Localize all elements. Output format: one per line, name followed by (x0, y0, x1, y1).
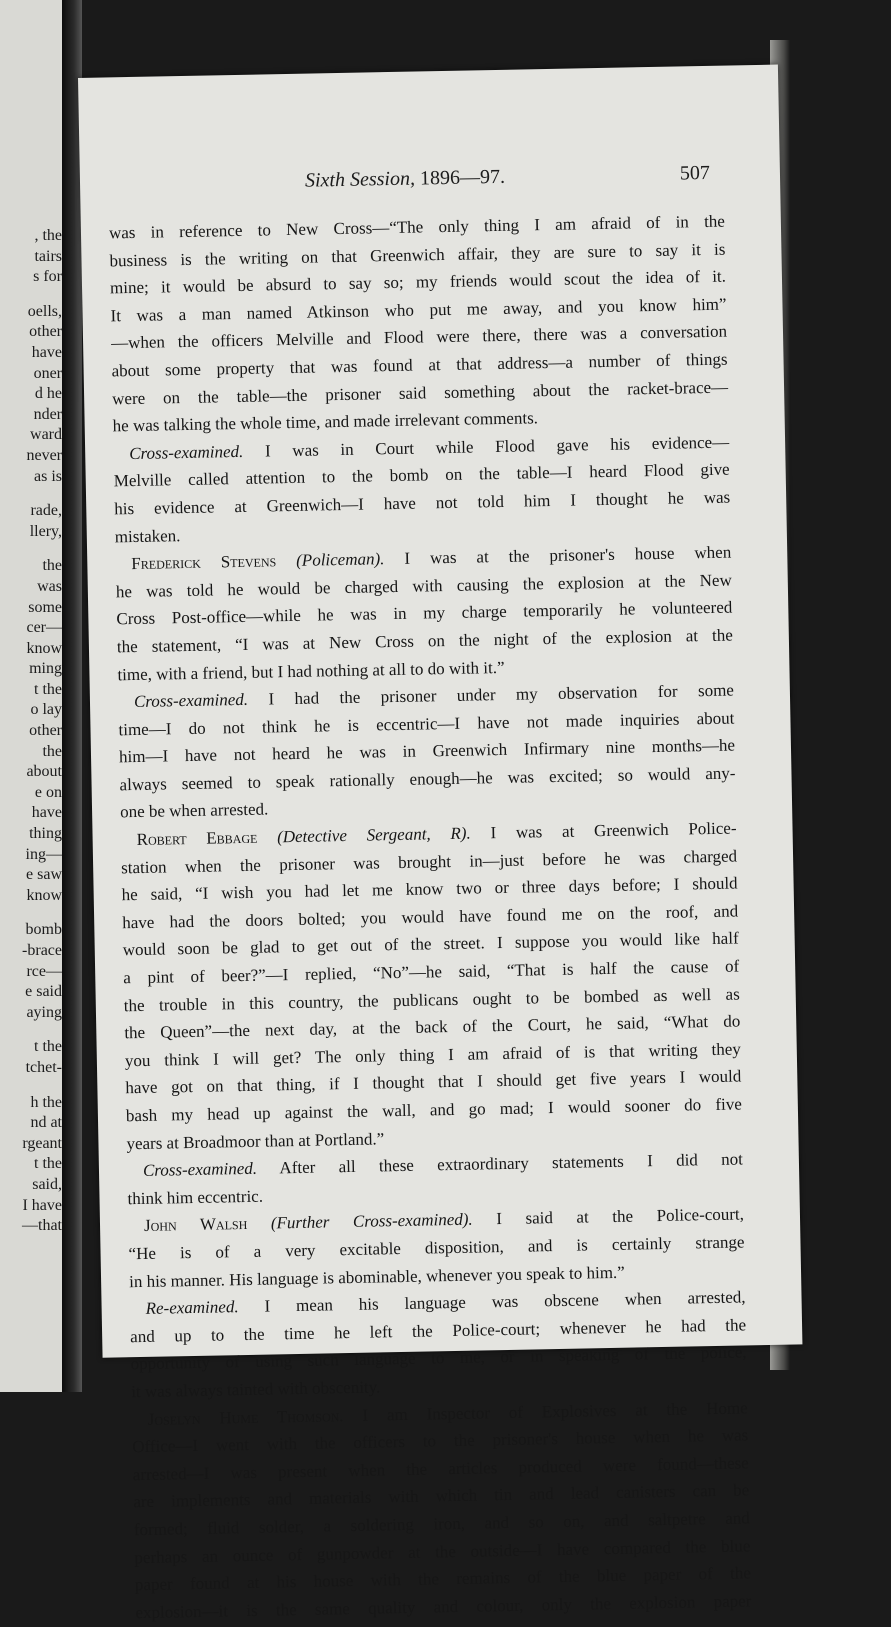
line-text: and up to the time he left the Police-court; whenever he had the (129, 1315, 747, 1346)
line-text: his evidence at Greenwich—I have not told him I thought he was (114, 487, 731, 519)
line-text: have had the doors bolted; you would have found me on the roof, and (122, 901, 739, 933)
line-text: think him eccentric. (127, 1186, 264, 1209)
line-text: I mean his language was obscene when arrested, (238, 1287, 746, 1317)
previous-page-line: d he (34, 385, 62, 403)
examination-label: Re-examined. (145, 1297, 239, 1319)
line-text: him—I have not heard he was in Greenwich Infirmary nine months—he (118, 735, 736, 767)
previous-page-line: other (29, 722, 62, 740)
line-text: I was at the prisoner's house when (384, 542, 732, 569)
line-text: arrested—I was present when the articles produced were found—these (132, 1453, 749, 1484)
previous-page-line: -brace (22, 942, 62, 959)
previous-page-line: e said (25, 983, 62, 1001)
previous-page-line (0, 542, 64, 556)
previous-page-line: the (42, 557, 62, 575)
previous-page-line: I have (22, 1196, 62, 1214)
previous-page-line: o lay (30, 701, 62, 719)
speaker-name: John Walsh (143, 1214, 248, 1236)
line-text: It was a man named Atkinson who put me away, and you know him” (110, 294, 727, 326)
line-text: was in reference to New Cross—“The only thing I am afraid of in the (108, 211, 726, 243)
previous-page-line (0, 906, 64, 920)
line-text: he was talking the whole time, and made irrelevant comments. (112, 408, 539, 436)
previous-page-line: have (31, 343, 62, 361)
previous-page-line: —that (22, 1217, 62, 1235)
line-text: mistaken. (114, 525, 181, 546)
line-text: about some property that was found at that address—a number of things (111, 349, 728, 381)
line-text: you think I will get? The only thing I am afraid of is that writing they (124, 1039, 741, 1071)
previous-page-line: some (28, 598, 62, 616)
line-text: one be when arrested. (119, 799, 269, 822)
line-text: perhaps an ounce of gunpowder at the outside—I have compared the blue (134, 1535, 751, 1567)
previous-page-line: thing (29, 825, 62, 843)
line-text: have got on that thing, if I thought that I should get five years I would (125, 1066, 742, 1098)
line-text: I said at the Police-court, (472, 1204, 745, 1230)
line-text: the trouble in this country, the publicans ought to be bombed as well as (123, 984, 740, 1015)
previous-page-line: never (26, 446, 62, 464)
previous-page-line: nd at (30, 1114, 62, 1132)
previous-page-line: cer— (26, 619, 62, 637)
line-text: I am Inspector of Explosives at the Home (343, 1397, 748, 1425)
line-text: mine; it would be absurd to say so; my friends would scout the idea of it. (109, 266, 727, 298)
previous-page-line: was (37, 577, 62, 595)
previous-page-line: ing— (25, 845, 62, 863)
examination-label: Cross-examined. (133, 689, 249, 712)
previous-page-line: nder (33, 405, 62, 423)
line-text: I was at Greenwich Police- (470, 818, 737, 843)
previous-page-line: t the (34, 1038, 62, 1056)
line-text: station when the prisoner was brought in—just before he was charged (120, 846, 738, 877)
previous-page-line (0, 1079, 64, 1093)
previous-page-line: have (31, 804, 62, 822)
line-text: paper found at his house with the remains of the blue paper of the (134, 1563, 752, 1595)
current-page (78, 65, 802, 1622)
line-text: Cross Post-office—while he was in my charge temporarily he volunteered (116, 597, 733, 629)
line-text: time—I do not think he is eccentric—I have not made inquiries about (118, 708, 735, 740)
line-text: Office—I went with the officers to the prisoner's house when he was (132, 1425, 749, 1457)
speaker-name: Joselyn Hume Thomson. (147, 1405, 344, 1429)
previous-page-line: about (26, 763, 62, 781)
line-text: I was in Court while Flood gave his evidence— (243, 432, 730, 461)
speaker-role: (Detective Sergeant, R). (257, 823, 471, 847)
previous-page-line: ming (29, 660, 62, 678)
line-text: “He is of a very excitable disposition, and is certainly strange (128, 1232, 745, 1264)
line-text: a pint of beer?”—I replied, “No”—he said, “That is half the cause of (123, 956, 740, 988)
running-head (305, 166, 505, 193)
line-text: he was told he would be charged with causing the explosion at the New (115, 570, 732, 602)
previous-page-line: tairs (34, 247, 62, 265)
previous-page-line: e on (34, 783, 62, 801)
examination-label: Cross-examined. (142, 1158, 258, 1181)
previous-page-line: said, (32, 1175, 62, 1193)
line-text: are implements and materials with which tin and lead canisters can be (133, 1480, 750, 1512)
previous-page-line: ward (30, 426, 62, 444)
previous-page-line: s for (33, 268, 62, 286)
examination-label: Cross-examined. (129, 441, 244, 463)
book-gutter (62, 0, 82, 1392)
page-body-text (109, 208, 752, 1627)
running-head-session: Sixth Session, (304, 167, 416, 192)
line-text: in his manner. His language is abominable, whenever you speak to him.” (128, 1262, 625, 1291)
previous-page-line: know (26, 639, 62, 657)
previous-page-line: t the (34, 1155, 62, 1173)
previous-page-line: llery, (29, 522, 62, 540)
line-text: formed; fluid solder, a soldering iron, and so on, and saltpetre and (133, 1508, 750, 1540)
line-text: it was always tainted with obscenity. (131, 1377, 381, 1402)
line-text: Melville called attention to the bomb on the table—I heard Flood give (113, 459, 730, 491)
previous-page-line: h the (30, 1093, 62, 1111)
line-text: —when the officers Melville and Flood were there, there was a conversation (110, 321, 728, 353)
previous-page-line: rce— (26, 962, 62, 980)
line-text: the statement, “I was at New Cross on the night of the explosion at the (116, 625, 733, 657)
previous-page-line: rgeant (22, 1134, 62, 1152)
line-text: explosion—it is the same quality and colour, only the explosion paper (135, 1591, 752, 1622)
previous-page-line (0, 1023, 64, 1037)
previous-page-line: as is (34, 467, 62, 485)
speaker-role: (Policeman). (276, 549, 385, 571)
previous-page-line: other (29, 323, 62, 341)
speaker-role: (Further Cross-examined). (247, 1210, 473, 1234)
running-head-years: 1896—97. (414, 165, 506, 190)
previous-page-line: the (42, 742, 62, 760)
previous-page-line: oner (33, 364, 62, 382)
previous-page-line (0, 487, 64, 501)
previous-page-line: tchet- (25, 1058, 62, 1076)
previous-page-line: t the (34, 680, 62, 698)
previous-page-line: know (26, 886, 62, 904)
line-text: I had the prisoner under my observation for some (247, 680, 735, 709)
page-header (80, 161, 780, 204)
previous-page-line: aying (26, 1003, 62, 1021)
line-text: time, with a friend, but I had nothing at all to do with it.” (117, 657, 505, 684)
previous-page-fragments (0, 226, 64, 1237)
line-text: always seemed to speak rationally enough—he was excited; so would any- (119, 763, 736, 795)
speaker-name: Robert Ebbage (136, 827, 258, 850)
line-text: business is the writing on that Greenwich affair, they are sure to say it is (109, 239, 726, 271)
previous-page-edge (0, 0, 66, 1392)
page-number: 507 (679, 161, 711, 185)
speaker-name: Frederick Stevens (131, 551, 277, 574)
previous-page-line: e saw (26, 866, 62, 884)
line-text: bash my head up against the wall, and go mad; I would sooner do five (125, 1094, 743, 1126)
line-text: the Queen”—the next day, at the back of the Court, he said, “What do (124, 1011, 741, 1043)
line-text: years at Broadmoor than at Portland.” (126, 1128, 385, 1153)
line-text: he said, “I wish you had let me know two or three days before; I should (121, 873, 738, 905)
previous-page-line: bomb (25, 921, 62, 939)
previous-page-line: rade, (30, 502, 62, 520)
previous-page-line: oells, (27, 302, 62, 320)
line-text: would soon be glad to get out of the street. I suppose you would like half (122, 928, 739, 960)
line-text: opportunity of using such language to me, or in speaking of the police, (130, 1342, 747, 1374)
line-text: After all these extraordinary statements I did not (256, 1149, 744, 1178)
previous-page-line: , the (34, 227, 62, 244)
line-text: were on the table—the prisoner said something about the racket-brace— (111, 377, 729, 408)
previous-page-line (0, 288, 64, 302)
